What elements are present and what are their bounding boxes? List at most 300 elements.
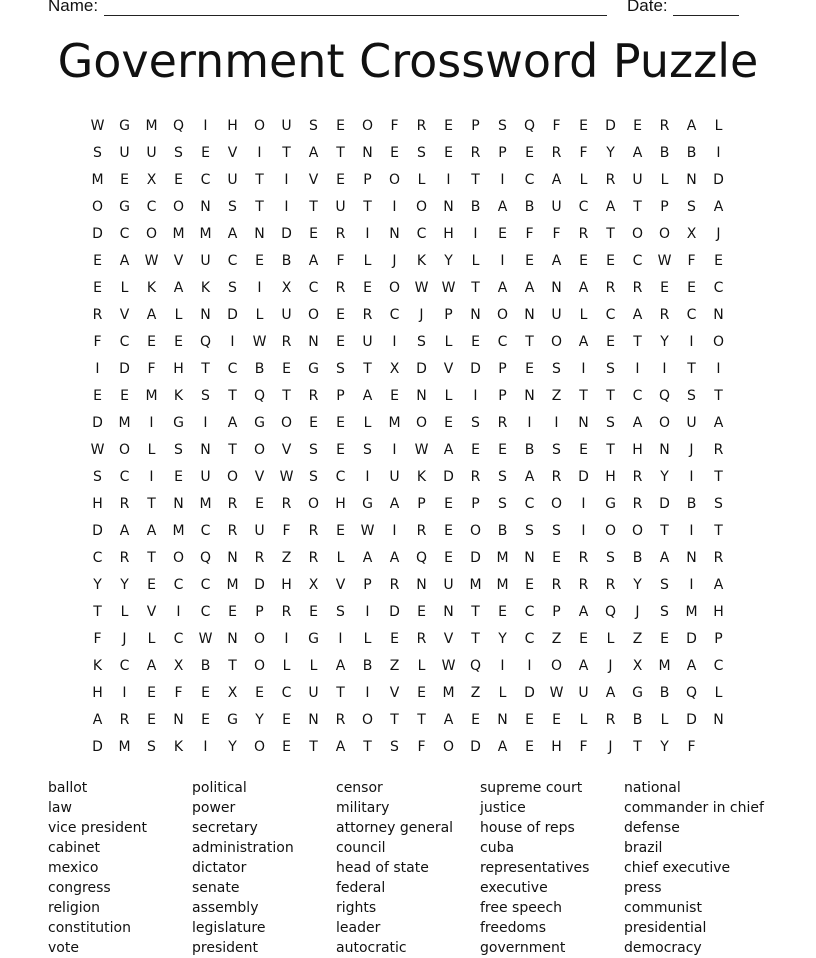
grid-letter: E (228, 603, 237, 620)
grid-letter: U (551, 198, 562, 215)
word-list-item: vote (48, 940, 79, 956)
grid-letter: E (417, 684, 426, 701)
word-list-item: rights (336, 900, 377, 916)
word-list-item: freedoms (480, 920, 546, 936)
grid-letter: I (581, 495, 586, 512)
grid-letter: A (146, 522, 157, 539)
grid-letter: O (307, 306, 320, 323)
grid-letter: S (498, 468, 507, 485)
grid-letter: R (308, 549, 319, 566)
grid-letter: Z (281, 549, 292, 566)
grid-letter: N (551, 279, 562, 296)
grid-letter: S (606, 414, 615, 431)
grid-letter: U (335, 198, 346, 215)
grid-letter: T (606, 441, 615, 458)
grid-letter: A (362, 549, 373, 566)
grid-letter: N (362, 144, 373, 161)
grid-letter: T (228, 441, 237, 458)
grid-letter: R (227, 495, 238, 512)
grid-letter: E (390, 144, 399, 161)
grid-letter: R (497, 414, 508, 431)
grid-letter: M (388, 414, 401, 431)
grid-letter: A (632, 306, 643, 323)
grid-letter: T (309, 738, 318, 755)
grid-letter: E (417, 603, 426, 620)
grid-letter: Q (658, 387, 671, 404)
grid-letter: M (118, 414, 131, 431)
grid-letter: T (228, 657, 237, 674)
word-list-item: legislature (192, 920, 266, 936)
grid-letter: Z (470, 684, 481, 701)
grid-letter: T (309, 198, 318, 215)
grid-letter: S (525, 522, 534, 539)
grid-letter: N (524, 549, 535, 566)
grid-letter: I (500, 171, 505, 188)
grid-letter: B (200, 657, 211, 674)
grid-letter: A (497, 198, 508, 215)
grid-letter: E (120, 171, 129, 188)
grid-letter: R (119, 549, 130, 566)
grid-letter: E (471, 441, 480, 458)
grid-letter: I (527, 657, 532, 674)
grid-letter: A (713, 576, 724, 593)
grid-letter: H (92, 684, 103, 701)
grid-letter: M (685, 603, 698, 620)
grid-letter: R (578, 576, 589, 593)
grid-letter: A (686, 657, 697, 674)
grid-letter: P (363, 576, 372, 593)
grid-letter: G (119, 117, 130, 134)
grid-letter: C (605, 306, 616, 323)
grid-letter: A (497, 738, 508, 755)
grid-letter: E (255, 252, 264, 269)
grid-letter: T (255, 198, 264, 215)
grid-letter: I (122, 684, 127, 701)
grid-letter: E (282, 738, 291, 755)
grid-letter: A (497, 279, 508, 296)
word-list-item: autocratic (336, 940, 407, 956)
grid-letter: F (282, 522, 291, 539)
grid-letter: S (336, 603, 345, 620)
grid-letter: R (227, 522, 238, 539)
grid-letter: E (525, 738, 534, 755)
grid-letter: P (363, 171, 372, 188)
grid-letter: D (470, 360, 481, 377)
grid-letter: B (362, 657, 373, 674)
grid-letter: B (632, 549, 643, 566)
grid-letter: R (470, 144, 481, 161)
word-list-item: political (192, 780, 247, 796)
grid-letter: A (227, 225, 238, 242)
grid-letter: T (201, 360, 210, 377)
grid-letter: A (227, 414, 238, 431)
grid-letter: E (93, 252, 102, 269)
word-list-item: cabinet (48, 840, 101, 856)
grid-letter: T (390, 711, 399, 728)
grid-letter: Z (551, 630, 562, 647)
grid-letter: I (284, 198, 289, 215)
grid-letter: H (335, 495, 346, 512)
grid-letter: I (284, 171, 289, 188)
grid-letter: E (93, 279, 102, 296)
grid-letter: A (146, 306, 157, 323)
word-list-item: brazil (624, 840, 663, 856)
grid-letter: D (92, 225, 103, 242)
grid-letter: T (363, 198, 372, 215)
grid-letter: F (525, 225, 534, 242)
grid-letter: O (280, 414, 293, 431)
grid-letter: N (416, 387, 427, 404)
grid-letter: E (309, 225, 318, 242)
grid-letter: U (686, 414, 697, 431)
grid-letter: I (149, 414, 154, 431)
grid-letter: T (714, 387, 723, 404)
word-list-item: democracy (624, 940, 702, 956)
grid-letter: E (444, 549, 453, 566)
grid-letter: H (92, 495, 103, 512)
grid-letter: T (363, 360, 372, 377)
grid-letter: U (200, 468, 211, 485)
grid-letter: E (444, 144, 453, 161)
grid-letter: B (470, 198, 481, 215)
grid-letter: S (471, 414, 480, 431)
grid-letter: E (147, 333, 156, 350)
grid-letter: N (578, 414, 589, 431)
grid-letter: C (713, 279, 724, 296)
grid-letter: R (119, 495, 130, 512)
grid-letter: R (632, 495, 643, 512)
grid-letter: B (524, 441, 535, 458)
grid-letter: L (579, 306, 588, 323)
grid-letter: E (336, 522, 345, 539)
grid-letter: N (686, 171, 697, 188)
grid-letter: I (149, 468, 154, 485)
grid-letter: U (200, 252, 211, 269)
grid-letter: G (308, 360, 319, 377)
grid-letter: W (90, 117, 105, 134)
grid-letter: O (253, 441, 266, 458)
grid-letter: N (686, 549, 697, 566)
grid-letter: D (119, 360, 130, 377)
grid-letter: N (389, 225, 400, 242)
grid-letter: I (716, 144, 721, 161)
grid-letter: D (605, 117, 616, 134)
grid-letter: F (336, 252, 345, 269)
grid-letter: L (147, 441, 156, 458)
grid-letter: R (659, 117, 670, 134)
grid-letter: N (443, 603, 454, 620)
grid-letter: A (335, 738, 346, 755)
word-list-item: military (336, 800, 390, 816)
grid-letter: Z (551, 387, 562, 404)
grid-letter: D (578, 468, 589, 485)
word-list-item: council (336, 840, 386, 856)
grid-letter: T (471, 603, 480, 620)
grid-letter: W (90, 441, 105, 458)
letter-grid (84, 112, 732, 760)
date-line (673, 15, 739, 16)
grid-letter: T (714, 468, 723, 485)
grid-letter: O (361, 117, 374, 134)
grid-letter: R (416, 630, 427, 647)
grid-letter: M (496, 576, 509, 593)
grid-letter: E (336, 414, 345, 431)
grid-letter: O (388, 279, 401, 296)
grid-letter: E (336, 117, 345, 134)
page-title: Government Crossword Puzzle (57, 34, 759, 88)
grid-letter: A (551, 171, 562, 188)
grid-letter: R (578, 225, 589, 242)
grid-letter: R (551, 576, 562, 593)
grid-letter: V (281, 441, 292, 458)
grid-letter: O (226, 468, 239, 485)
grid-letter: A (578, 657, 589, 674)
grid-letter: M (658, 657, 671, 674)
grid-letter: H (281, 576, 292, 593)
grid-letter: I (446, 171, 451, 188)
grid-letter: T (633, 738, 642, 755)
grid-letter: N (497, 711, 508, 728)
grid-letter: F (93, 630, 102, 647)
grid-letter: O (415, 414, 428, 431)
grid-letter: D (713, 171, 724, 188)
grid-letter: E (444, 495, 453, 512)
grid-letter: E (579, 630, 588, 647)
grid-letter: F (552, 225, 561, 242)
word-list-item: mexico (48, 860, 99, 876)
grid-letter: L (336, 549, 345, 566)
grid-letter: R (416, 522, 427, 539)
grid-letter: I (230, 333, 235, 350)
grid-letter: W (414, 279, 429, 296)
grid-letter: Q (415, 549, 428, 566)
grid-letter: I (635, 360, 640, 377)
grid-letter: X (173, 657, 184, 674)
grid-letter: E (282, 360, 291, 377)
grid-letter: C (524, 495, 535, 512)
grid-letter: Q (253, 387, 266, 404)
word-list-item: religion (48, 900, 101, 916)
grid-letter: Y (444, 252, 453, 269)
grid-letter: T (525, 333, 534, 350)
grid-letter: L (120, 603, 129, 620)
grid-letter: E (120, 387, 129, 404)
grid-letter: A (713, 414, 724, 431)
grid-letter: O (604, 522, 617, 539)
grid-letter: P (255, 603, 264, 620)
grid-letter: M (91, 171, 104, 188)
grid-letter: X (227, 684, 238, 701)
grid-letter: I (257, 279, 262, 296)
grid-letter: I (392, 333, 397, 350)
grid-letter: U (632, 171, 643, 188)
word-list-item: power (192, 800, 236, 816)
grid-letter: E (552, 711, 561, 728)
grid-letter: T (606, 387, 615, 404)
grid-letter: L (174, 306, 183, 323)
grid-letter: T (606, 225, 615, 242)
grid-letter: M (469, 576, 482, 593)
grid-letter: K (416, 468, 427, 485)
grid-letter: R (416, 117, 427, 134)
word-list-item: representatives (480, 860, 590, 876)
grid-letter: I (203, 117, 208, 134)
grid-letter: F (579, 738, 588, 755)
grid-letter: S (417, 144, 426, 161)
grid-letter: R (335, 711, 346, 728)
grid-letter: Z (389, 657, 400, 674)
grid-letter: A (146, 657, 157, 674)
grid-letter: D (281, 225, 292, 242)
grid-letter: L (714, 684, 723, 701)
grid-letter: O (172, 549, 185, 566)
grid-letter: T (282, 387, 291, 404)
grid-letter: C (308, 279, 319, 296)
grid-letter: R (119, 711, 130, 728)
grid-letter: S (498, 495, 507, 512)
grid-letter: M (145, 387, 158, 404)
grid-letter: E (714, 252, 723, 269)
grid-letter: G (362, 495, 373, 512)
grid-letter: I (581, 522, 586, 539)
word-list-item: national (624, 780, 681, 796)
grid-letter: O (496, 306, 509, 323)
grid-letter: C (200, 603, 211, 620)
word-list-item: dictator (192, 860, 247, 876)
grid-letter: O (253, 630, 266, 647)
grid-letter: A (443, 441, 454, 458)
grid-letter: E (174, 468, 183, 485)
grid-letter: Q (604, 603, 617, 620)
grid-letter: J (635, 603, 640, 620)
grid-letter: O (550, 495, 563, 512)
grid-letter: H (632, 441, 643, 458)
grid-letter: C (200, 576, 211, 593)
grid-letter: C (281, 684, 292, 701)
grid-letter: N (227, 549, 238, 566)
grid-letter: V (146, 603, 157, 620)
grid-letter: I (203, 414, 208, 431)
grid-letter: I (662, 360, 667, 377)
grid-letter: S (309, 468, 318, 485)
grid-letter: S (363, 441, 372, 458)
grid-letter: B (686, 495, 697, 512)
grid-letter: A (119, 522, 130, 539)
grid-letter: F (687, 252, 696, 269)
grid-letter: V (389, 684, 400, 701)
grid-letter: G (605, 495, 616, 512)
grid-letter: N (200, 198, 211, 215)
grid-letter: U (146, 144, 157, 161)
grid-letter: Z (632, 630, 643, 647)
grid-letter: D (659, 495, 670, 512)
grid-letter: C (146, 198, 157, 215)
grid-letter: W (198, 630, 213, 647)
grid-letter: G (632, 684, 643, 701)
grid-letter: Y (120, 576, 129, 593)
grid-letter: O (118, 441, 131, 458)
grid-letter: X (632, 657, 643, 674)
grid-letter: C (200, 171, 211, 188)
grid-letter: I (392, 522, 397, 539)
grid-letter: B (524, 198, 535, 215)
word-list-item: administration (192, 840, 294, 856)
word-list-item: press (624, 880, 662, 896)
grid-letter: S (336, 360, 345, 377)
grid-letter: F (417, 738, 426, 755)
grid-letter: C (119, 657, 130, 674)
grid-letter: K (416, 252, 427, 269)
grid-letter: A (578, 333, 589, 350)
grid-letter: N (173, 711, 184, 728)
grid-letter: T (579, 387, 588, 404)
grid-letter: V (227, 144, 238, 161)
grid-letter: M (199, 225, 212, 242)
grid-letter: C (632, 252, 643, 269)
grid-letter: M (442, 684, 455, 701)
grid-letter: R (632, 468, 643, 485)
grid-letter: A (92, 711, 103, 728)
word-list-item: censor (336, 780, 383, 796)
grid-letter: S (309, 117, 318, 134)
grid-letter: L (255, 306, 264, 323)
grid-letter: I (689, 468, 694, 485)
word-list-item: leader (336, 920, 381, 936)
grid-letter: L (579, 711, 588, 728)
grid-letter: W (360, 522, 375, 539)
grid-letter: L (363, 252, 372, 269)
grid-letter: Y (255, 711, 264, 728)
word-list-item: senate (192, 880, 240, 896)
grid-letter: T (336, 684, 345, 701)
grid-letter: S (147, 738, 156, 755)
grid-letter: S (552, 522, 561, 539)
grid-letter: S (687, 198, 696, 215)
grid-letter: I (473, 387, 478, 404)
grid-letter: L (282, 657, 291, 674)
grid-letter: U (308, 684, 319, 701)
grid-letter: X (686, 225, 697, 242)
grid-letter: R (605, 576, 616, 593)
grid-letter: D (443, 468, 454, 485)
grid-letter: I (716, 360, 721, 377)
word-list-item: law (48, 800, 72, 816)
grid-letter: C (524, 603, 535, 620)
grid-letter: E (201, 711, 210, 728)
grid-letter: N (443, 198, 454, 215)
grid-letter: N (524, 306, 535, 323)
grid-letter: A (524, 279, 535, 296)
grid-letter: W (549, 684, 564, 701)
grid-letter: L (444, 333, 453, 350)
grid-letter: T (228, 387, 237, 404)
grid-letter: U (281, 117, 292, 134)
grid-letter: H (227, 117, 238, 134)
word-list-item: presidential (624, 920, 707, 936)
grid-letter: E (525, 711, 534, 728)
grid-letter: E (606, 333, 615, 350)
grid-letter: S (93, 144, 102, 161)
grid-letter: J (419, 306, 424, 323)
grid-letter: C (524, 630, 535, 647)
grid-letter: D (92, 738, 103, 755)
grid-letter: U (227, 171, 238, 188)
grid-letter: W (252, 333, 267, 350)
word-list-item: justice (480, 800, 526, 816)
grid-letter: K (92, 657, 103, 674)
grid-letter: V (254, 468, 265, 485)
grid-letter: A (362, 387, 373, 404)
